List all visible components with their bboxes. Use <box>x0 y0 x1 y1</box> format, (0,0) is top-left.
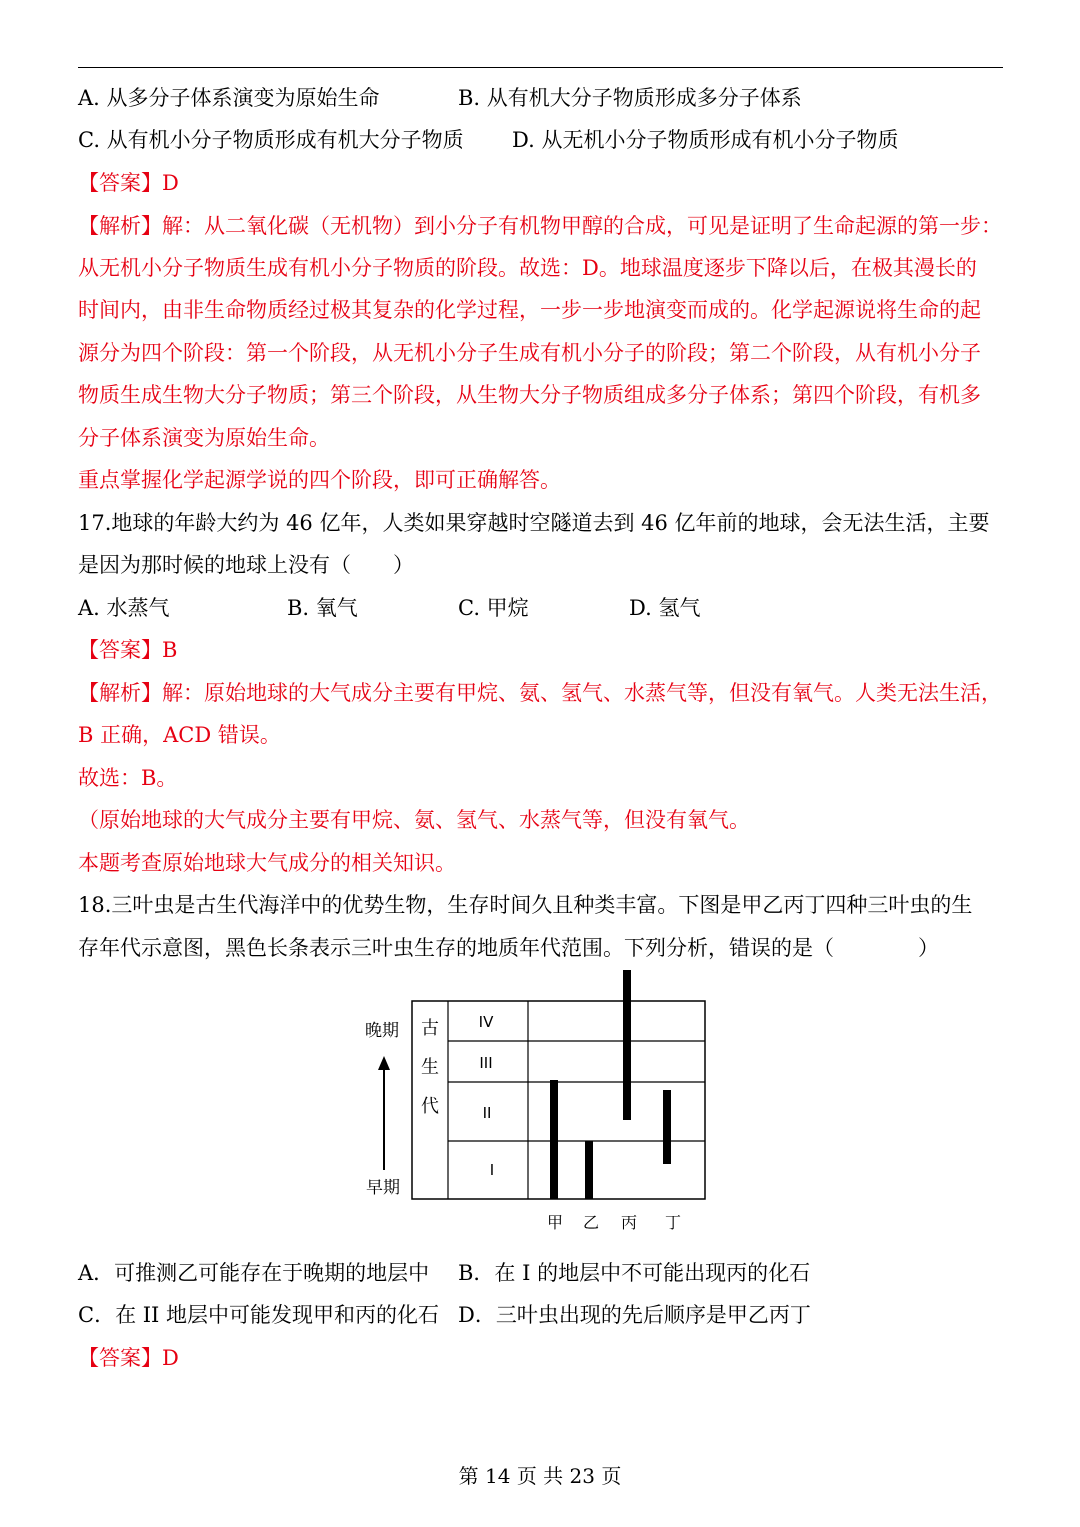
range-bar-bing <box>623 970 631 1120</box>
q16-analysis-line: 【解析】解：从二氧化碳（无机物）到小分子有机物甲醇的合成，可见是证明了生命起源的第一步： <box>78 214 1002 238</box>
q18-option-c: C．在 II 地层中可能发现甲和丙的化石 <box>78 1303 440 1327</box>
q17-analysis-line: B 正确，ACD 错误。 <box>78 723 281 747</box>
range-bar-yi <box>585 1141 593 1199</box>
period-label: IV <box>478 1013 494 1031</box>
era-char: 古 <box>421 1018 439 1039</box>
q16-analysis-line: 源分为四个阶段：第一个阶段，从无机小分子生成有机小分子的阶段；第二个阶段，从有机小分子 <box>78 341 981 365</box>
q17-option-d: D. 氢气 <box>629 596 701 620</box>
header-rule <box>78 67 1003 68</box>
species-label: 丙 <box>620 1213 638 1232</box>
q16-answer: 【答案】D <box>78 171 179 195</box>
species-label: 甲 <box>546 1213 564 1232</box>
q16-option-b: B. 从有机大分子物质形成多分子体系 <box>458 86 802 110</box>
q16-analysis-line: 从无机小分子物质生成有机小分子物质的阶段。故选：D。地球温度逐步下降以后，在极其漫长的 <box>78 256 977 280</box>
q16-option-a: A. 从多分子体系演变为原始生命 <box>78 86 380 110</box>
q17-answer: 【答案】B <box>78 638 178 662</box>
q17-stem-line: 是因为那时候的地球上没有（ ） <box>78 553 414 577</box>
species-label: 乙 <box>582 1213 600 1232</box>
arrow-up-icon <box>378 1056 390 1070</box>
q18-stem-line: 存年代示意图，黑色长条表示三叶虫生存的地质年代范围。下列分析，错误的是（ ） <box>78 936 939 960</box>
species-label: 丁 <box>664 1213 682 1232</box>
period-label: II <box>482 1104 492 1122</box>
q17-option-a: A. 水蒸气 <box>78 596 170 620</box>
era-char: 代 <box>421 1096 439 1117</box>
q18-stem-line: 18.三叶虫是古生代海洋中的优势生物，生存时间久且种类丰富。下图是甲乙丙丁四种三叶虫的生 <box>78 893 973 917</box>
q16-option-d: D. 从无机小分子物质形成有机小分子物质 <box>512 128 899 152</box>
q17-analysis-line: 【解析】解：原始地球的大气成分主要有甲烷、氨、氢气、水蒸气等，但没有氧气。人类无法生活， <box>78 681 1002 705</box>
era-char: 生 <box>421 1057 439 1078</box>
q16-option-c: C. 从有机小分子物质形成有机大分子物质 <box>78 128 464 152</box>
q17-analysis-line: 故选：B。 <box>78 766 178 790</box>
q17-analysis-line: 本题考查原始地球大气成分的相关知识。 <box>78 851 456 875</box>
q16-analysis-line: 分子体系演变为原始生命。 <box>78 426 330 450</box>
late-label: 晚期 <box>365 1021 399 1041</box>
period-label: I <box>489 1161 495 1179</box>
q17-analysis-line: （原始地球的大气成分主要有甲烷、氨、氢气、水蒸气等，但没有氧气。 <box>78 808 750 832</box>
q18-option-d: D．三叶虫出现的先后顺序是甲乙丙丁 <box>458 1303 811 1327</box>
q16-key-point: 重点掌握化学起源学说的四个阶段，即可正确解答。 <box>78 468 561 492</box>
period-label: III <box>479 1054 493 1072</box>
q18-option-a: A．可推测乙可能存在于晚期的地层中 <box>78 1261 430 1285</box>
early-label: 早期 <box>366 1178 400 1198</box>
q16-analysis-line: 物质生成生物大分子物质；第三个阶段，从生物大分子物质组成多分子体系；第四个阶段，有机多 <box>78 383 981 407</box>
q16-analysis-line: 时间内，由非生命物质经过极其复杂的化学过程，一步一步地演变而成的。化学起源说将生命的起 <box>78 298 981 322</box>
q18-option-b: B．在 I 的地层中不可能出现丙的化石 <box>458 1261 811 1285</box>
trilobite-figure <box>340 965 740 1235</box>
q17-option-b: B. 氧气 <box>287 596 358 620</box>
range-bar-jia <box>550 1080 558 1199</box>
page-footer: 第 14 页 共 23 页 <box>458 1464 622 1488</box>
q18-answer: 【答案】D <box>78 1346 179 1370</box>
figure-table <box>412 1001 705 1199</box>
q17-stem-line: 17.地球的年龄大约为 46 亿年，人类如果穿越时空隧道去到 46 亿年前的地球，会无法生活，主要 <box>78 511 990 535</box>
q17-option-c: C. 甲烷 <box>458 596 529 620</box>
range-bar-ding <box>663 1090 671 1164</box>
